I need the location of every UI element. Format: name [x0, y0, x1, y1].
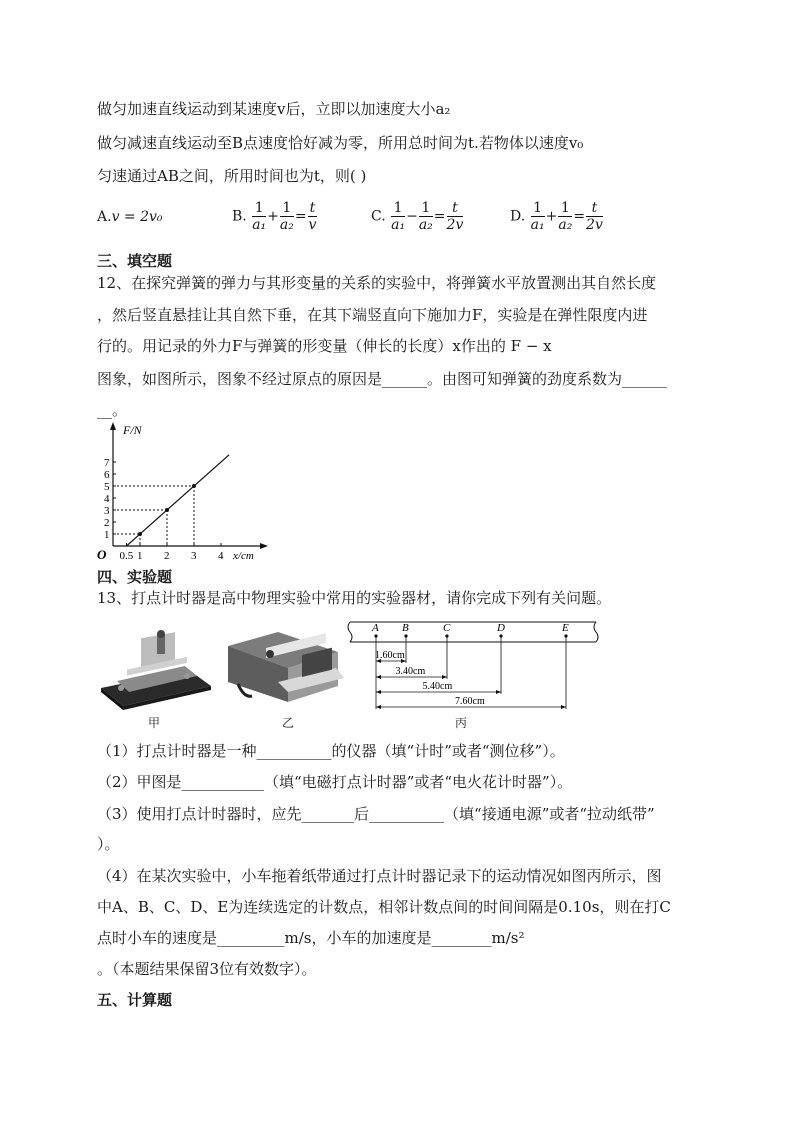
- q12-line-1: 12、在探究弹簧的弹力与其形变量的关系的实验中，将弹簧水平放置测出其自然长度: [97, 274, 657, 292]
- fraction: $\frac{1}{\text{a₂}}$: [558, 200, 573, 233]
- origin-label: O: [97, 547, 107, 560]
- fraction: $\frac{t}{2v}$: [446, 200, 464, 233]
- fraction: $\frac{t}{v}$: [308, 200, 317, 233]
- x-tick-label: 0.5: [119, 550, 134, 560]
- fraction: $\frac{1}{\text{a₁}}$: [252, 200, 267, 233]
- q13-part-3b: ）。: [97, 835, 120, 853]
- q11-line-3: 匀速通过AB之间，所用时间也为t，则( ): [97, 167, 367, 185]
- section-title-calculation: 五、计算题: [97, 991, 173, 1009]
- option-d: [510, 200, 604, 233]
- option-d-label: D.: [510, 208, 526, 225]
- paper-tape-diagram: [346, 614, 602, 718]
- q13-part-1: （1）打点计时器是一种__________的仪器（填“计时”或者“测位移”）。: [97, 742, 565, 760]
- section-title-fill-in: 三、填空题: [97, 252, 173, 270]
- dimension-label: 3.40cm: [395, 666, 426, 677]
- q13-part-4d: 。（本题结果保留3位有效数字）。: [97, 960, 317, 978]
- tape-left-break: [348, 622, 352, 642]
- fraction: $\frac{1}{\text{a₁}}$: [391, 200, 406, 233]
- plus-sign: +: [545, 208, 558, 225]
- equals-sign: =: [573, 208, 586, 225]
- option-c-label: C.: [371, 208, 386, 225]
- option-b-label: B.: [232, 208, 247, 225]
- dimension-arrow-right: [561, 705, 566, 709]
- q13-part-4b: 中A、B、C、D、E为连续选定的计数点，相邻计数点间的时间间隔是0.10s，则在打C: [97, 898, 671, 916]
- y-axis-arrow: [110, 422, 116, 430]
- y-tick-label: 2: [104, 517, 110, 529]
- tape-point-label: C: [443, 622, 451, 634]
- option-a-text: v = 2v₀: [111, 209, 163, 225]
- y-tick-label: 4: [104, 493, 110, 505]
- y-tick-label: 7: [104, 457, 110, 469]
- dimension-arrow-right: [496, 690, 501, 694]
- option-b: [232, 200, 318, 233]
- plus-sign: +: [267, 208, 279, 225]
- x-tick-label: 3: [191, 550, 197, 560]
- option-a-label: A.: [97, 209, 112, 225]
- dimension-label: 7.60cm: [455, 696, 485, 707]
- tape-point-label: B: [402, 622, 409, 634]
- caption-bing: 丙: [455, 716, 468, 730]
- f-x-chart: [95, 420, 295, 560]
- data-point: [138, 532, 142, 536]
- equals-sign: =: [433, 208, 446, 225]
- tape-right-break: [594, 622, 598, 642]
- y-tick-label: 5: [104, 481, 110, 493]
- q11-line-2: 做匀减速直线运动至B点速度恰好减为零，所用总时间为t.若物体以速度v₀: [97, 134, 584, 152]
- x-axis-label: x/cm: [233, 550, 254, 560]
- fraction: $\frac{1}{\text{a₂}}$: [279, 200, 294, 233]
- dimension-arrow-left: [376, 675, 381, 679]
- section-title-experiment: 四、实验题: [97, 568, 173, 586]
- data-point: [192, 484, 196, 488]
- tape-point-label: E: [562, 622, 569, 634]
- x-tick-label: 2: [164, 550, 170, 560]
- q12-line-3: 行的。用记录的外力F与弹簧的形变量（伸长的长度）x作出的 F − x: [97, 337, 552, 355]
- tape-point-label: A: [372, 622, 379, 634]
- dimension-label: 1.60cm: [375, 650, 405, 661]
- y-tick-label: 6: [104, 469, 110, 481]
- q12-line-2: ，然后竖直悬挂让其自然下垂，在其下端竖直向下施加力F，实验是在弹性限度内进: [97, 306, 648, 324]
- y-axis-label: F/N: [123, 423, 142, 437]
- x-axis-arrow: [260, 543, 268, 549]
- q13-part-2: （2）甲图是___________（填“电磁打点计时器”或者“电火花计时器”）。: [97, 773, 573, 791]
- q12-line-4: 图象，如图所示，图象不经过原点的原因是______。由图可知弹簧的劲度系数为______: [97, 370, 668, 388]
- q11-line-1: 做匀加速直线运动到某速度v后，立即以加速度大小a₂: [97, 100, 451, 118]
- fraction: $\frac{t}{2v}$: [586, 200, 603, 233]
- q13-part-4a: （4）在某次实验中，小车拖着纸带通过打点计时器记录下的运动情况如图丙所示，图: [97, 867, 662, 885]
- x-tick-label: 4: [218, 550, 224, 560]
- option-a: [97, 209, 163, 225]
- x-tick-label: 1: [137, 550, 143, 560]
- minus-sign: −: [406, 208, 418, 225]
- y-tick-label: 1: [104, 529, 110, 541]
- q12-line-5: __。: [97, 401, 128, 419]
- caption-yi: 乙: [282, 716, 295, 730]
- data-point: [165, 508, 169, 512]
- spark-timer-image: [218, 626, 346, 711]
- option-c: [371, 200, 464, 233]
- caption-jia: 甲: [148, 716, 161, 730]
- dimension-arrow-left: [376, 690, 381, 694]
- dimension-arrow-left: [376, 705, 381, 709]
- dimension-arrow-right: [442, 675, 447, 679]
- q13-part-4c: 点时小车的速度是_________m/s，小车的加速度是________m/s²: [97, 929, 525, 947]
- dimension-label: 5.40cm: [422, 681, 453, 692]
- q13-intro: 13、打点计时器是高中物理实验中常用的实验器材，请你完成下列有关问题。: [97, 589, 612, 607]
- tape-point-label: D: [497, 622, 505, 634]
- electromagnetic-timer-image: [97, 626, 215, 711]
- equals-sign: =: [294, 208, 307, 225]
- fraction: $\frac{1}{\text{a₂}}$: [418, 200, 433, 233]
- q13-part-3a: （3）使用打点计时器时，应先_______后__________（填“接通电源”或者“拉动纸带”: [97, 805, 655, 823]
- y-tick-label: 3: [104, 505, 110, 517]
- f-x-line: [127, 455, 230, 546]
- fraction: $\frac{1}{\text{a₁}}$: [530, 200, 545, 233]
